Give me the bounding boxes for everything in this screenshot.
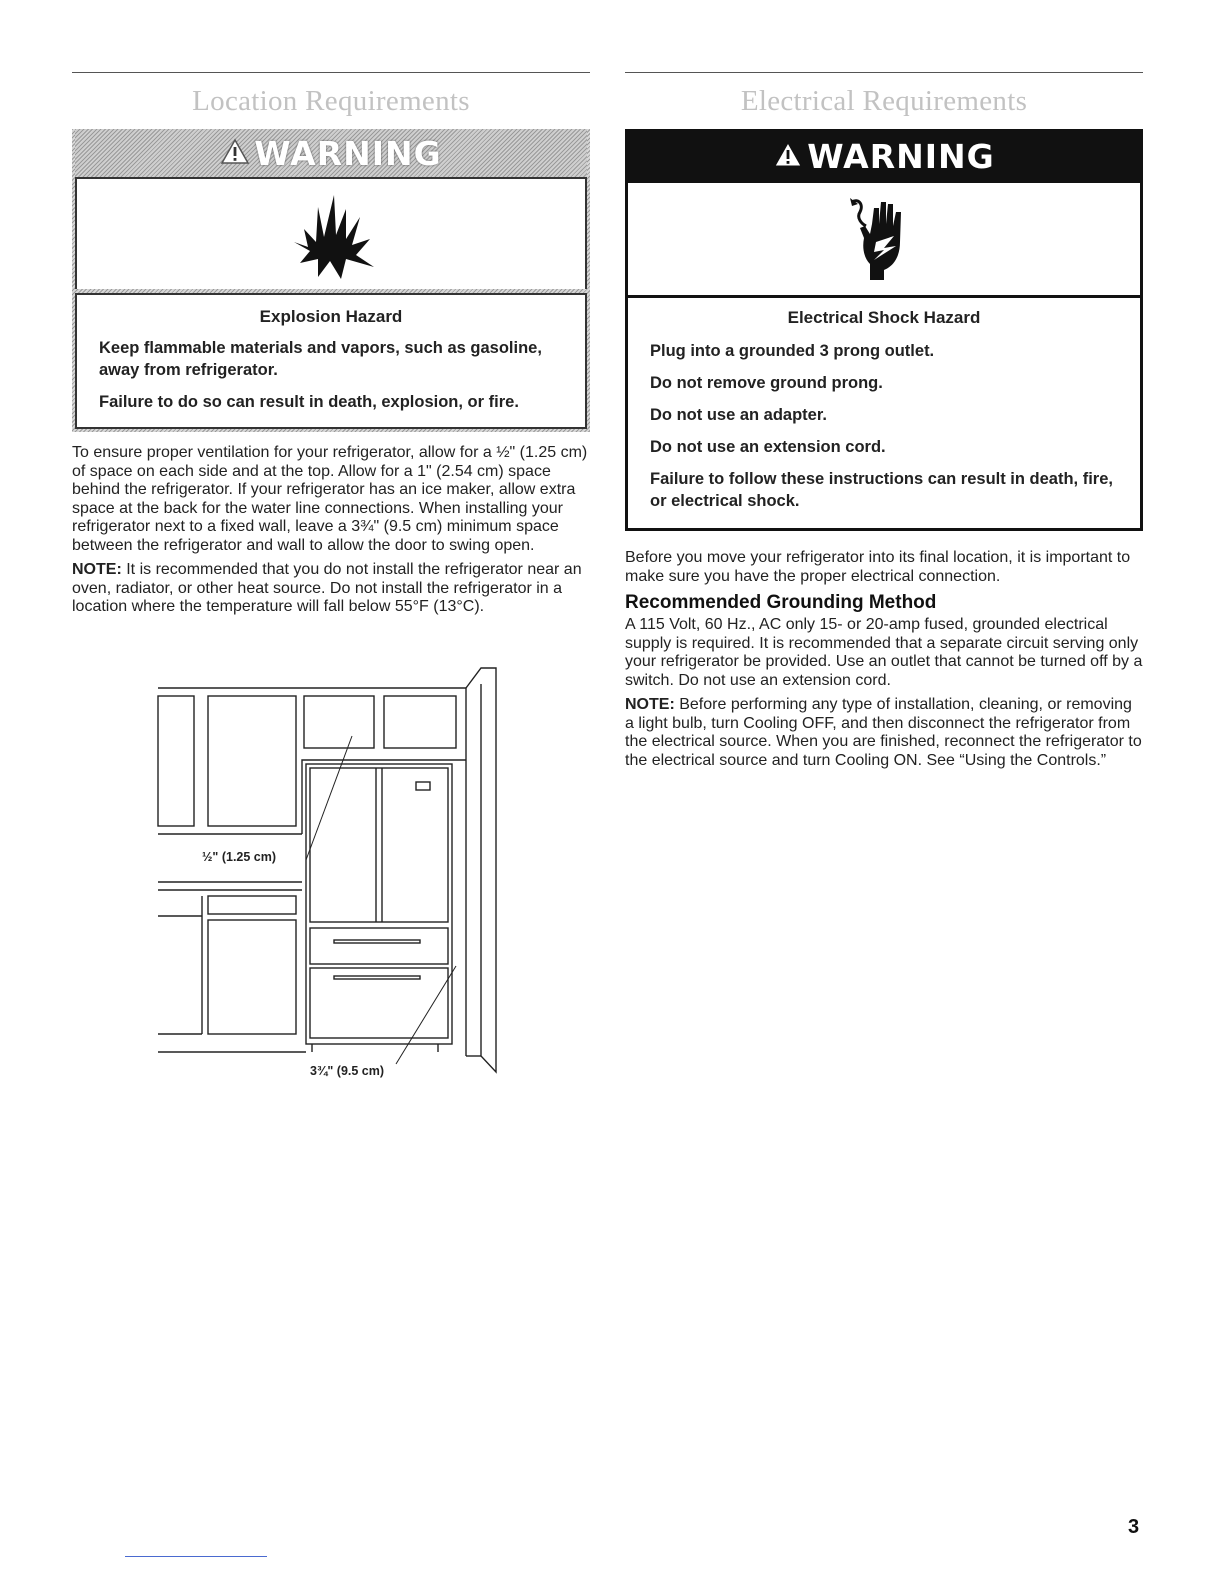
warning-triangle-icon [773,137,803,176]
warning-line: Failure to do so can result in death, explosion, or fire. [99,393,519,411]
explosion-warning-box [72,129,590,432]
electrical-requirements-section [625,72,1143,776]
page-number: 3 [1128,1516,1140,1538]
warning-line: Keep flammable materials and vapors, such as gasoline, away from refrigerator. [99,339,542,379]
warning-header [625,129,1143,183]
warning-label: WARNING [254,133,442,173]
installation-clearance-diagram [156,664,506,1084]
section-divider [72,72,590,73]
section-title: Location Requirements [192,85,470,117]
shock-warning-box [625,129,1143,531]
section-title: Electrical Requirements [740,85,1028,117]
warning-line: Do not use an adapter. [650,406,827,424]
footer-link-underline [125,1556,267,1557]
section-divider [625,72,1143,73]
note-label: NOTE: [72,561,122,578]
warning-triangle-icon [220,134,250,173]
warning-line: Do not remove ground prong. [650,374,883,392]
note-text: It is recommended that you do not install the refrigerator near an oven, radiator, or other heat source. Do not install the refrigerator in a location where the temperature will fall below 55°F (13°C). [72,561,582,615]
warning-line: Failure to follow these instructions can result in death, fire, or electrical shock. [650,470,1113,510]
warning-line: Plug into a grounded 3 prong outlet. [650,342,935,360]
note-text: Before performing any type of installation, cleaning, or removing a light bulb, turn Cooling OFF, and then disconnect the refrigerator from the electrical source. When you are finished, reconnect the refrigerator to the electrical source and turn Cooling ON. See “Using the Controls.” [625,696,1142,769]
warning-header [75,129,587,177]
grounding-method-heading: Recommended Grounding Method [625,592,937,613]
note-paragraph [72,561,590,617]
grounding-paragraph: A 115 Volt, 60 Hz., AC only 15- or 20-amp fused, grounded electrical supply is required. It is recommended that a separate circuit serving only your refrigerator be provided. Use an outlet that cannot be turned off by a switch. Do not use an extension cord. [625,616,1143,689]
clearance-label-side: ½" (1.25 cm) [202,850,277,864]
warning-label: WARNING [807,136,995,176]
location-requirements-section [72,72,590,1078]
note-label: NOTE: [625,696,675,713]
electric-shock-hand-icon [628,183,1140,298]
ventilation-paragraph: To ensure proper ventilation for your refrigerator, allow for a ½" (1.25 cm) of space on each side and at the top. Allow for a 1" (2.54 cm) space behind the refrigerator. If your refrigerator has an ice maker, allow extra space at the back for the water line connections. When installing your refrigerator next to a fixed wall, leave a 3¾" (9.5 cm) minimum space between the refrigerator and wall to allow the door to swing open. [72,444,588,554]
connection-paragraph: Before you move your refrigerator into its final location, it is important to make sure you have the proper electrical connection. [625,549,1131,585]
hazard-title: Electrical Shock Hazard [787,308,981,327]
explosion-icon [77,179,585,289]
note-paragraph [625,696,1143,770]
hazard-title: Explosion Hazard [259,307,403,326]
clearance-label-wall: 3¾" (9.5 cm) [310,1064,385,1078]
warning-line: Do not use an extension cord. [650,438,886,456]
